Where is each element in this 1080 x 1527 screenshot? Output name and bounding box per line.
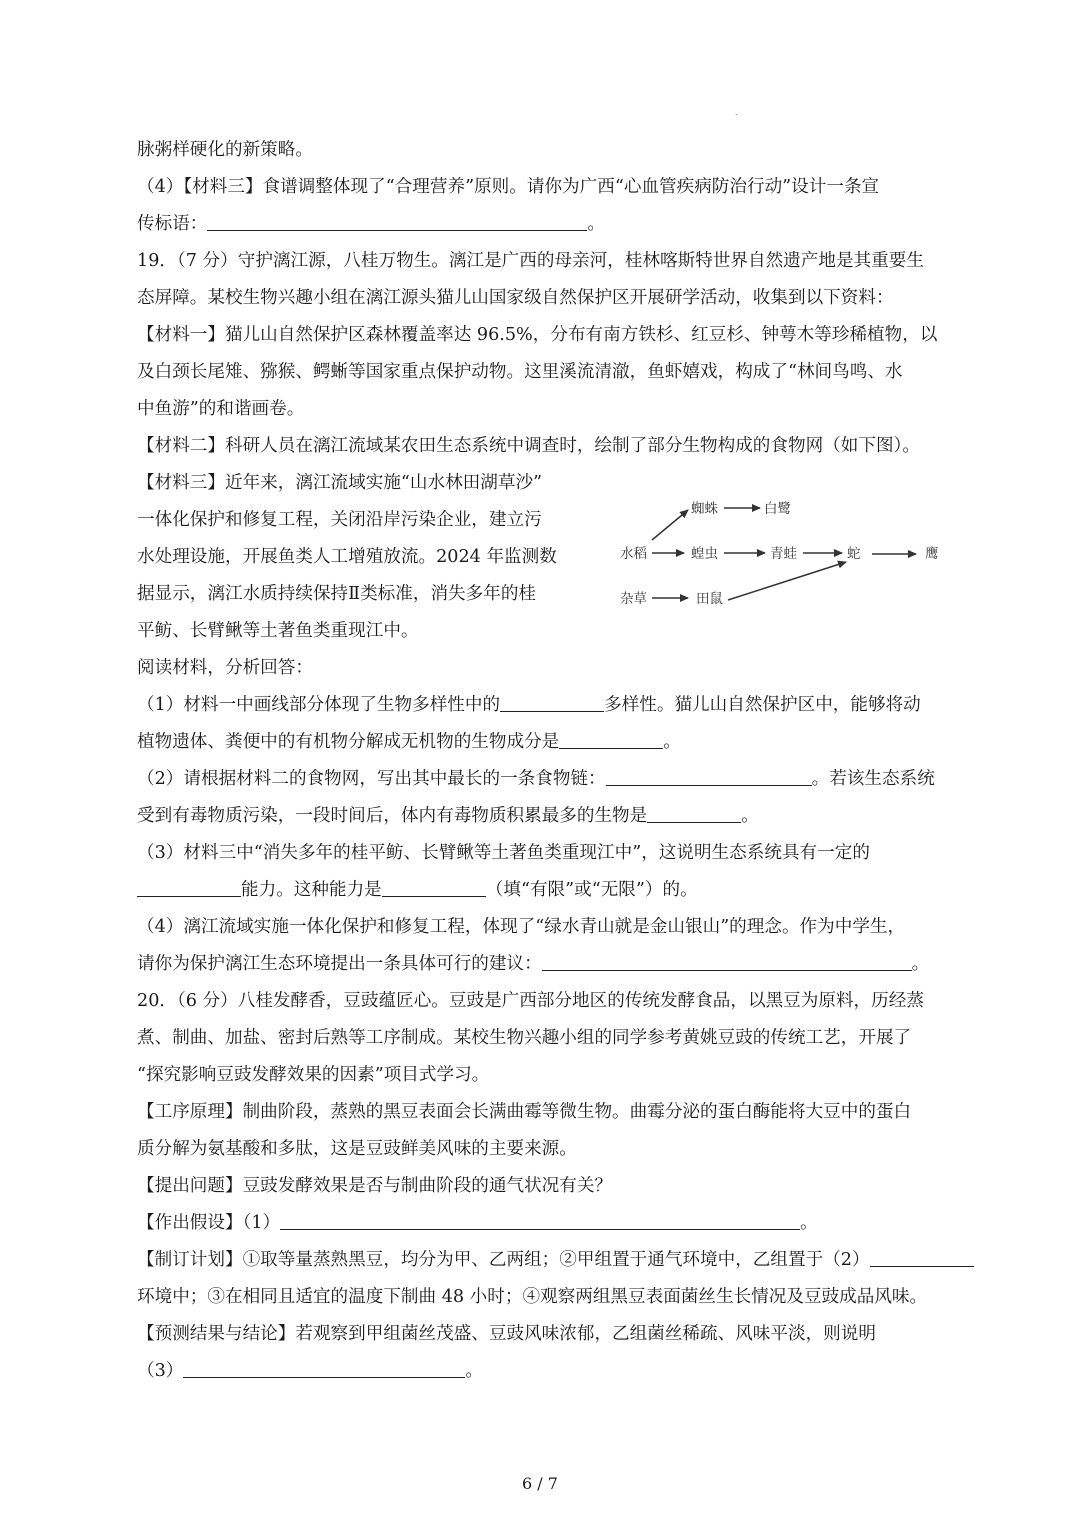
food-web-diagram xyxy=(600,488,960,618)
text-line xyxy=(137,692,921,718)
text-line: “探究影响豆豉发酵效果的因素”项目式学习。 xyxy=(137,1065,490,1085)
text-line: 环境中；③在相同且适宜的温度下制曲 48 小时；④观察两组黑豆表面菌丝生长情况及豆豉成品风味。 xyxy=(137,1287,928,1307)
organism-spider: 蜘蛛 xyxy=(691,501,718,517)
organism-locust: 蝗虫 xyxy=(691,546,718,562)
organism-egret: 白鹭 xyxy=(764,501,791,517)
organism-rat: 田鼠 xyxy=(696,591,723,607)
text-line: 阅读材料，分析回答： xyxy=(137,658,313,678)
text-segment: （3） xyxy=(137,1361,184,1381)
text-segment: 。 xyxy=(911,954,930,974)
answer-blank[interactable] xyxy=(542,952,912,971)
text-segment: 多样性。猫儿山自然保护区中，能够将动 xyxy=(604,695,921,715)
text-line: 一体化保护和修复工程，关闭沿岸污染企业，建立污 xyxy=(137,510,542,530)
text-line xyxy=(137,1358,483,1384)
text-segment: 。 xyxy=(465,1361,483,1381)
text-segment: 能力。这种能力是 xyxy=(241,880,382,900)
text-line: 态屏障。某校生物兴趣小组在漓江源头猫儿山国家级自然保护区开展研学活动，收集到以下资料： xyxy=(137,288,894,308)
answer-blank[interactable] xyxy=(870,1248,974,1267)
organism-snake: 蛇 xyxy=(847,546,861,562)
text-line xyxy=(137,1210,818,1236)
text-line: 水处理设施，开展鱼类人工增殖放流。2024 年监测数 xyxy=(137,547,557,567)
text-segment: （填“有限”或“无限”）的。 xyxy=(485,880,698,900)
text-segment: 。 xyxy=(800,1213,818,1233)
text-line xyxy=(137,211,605,237)
organism-frog: 青蛙 xyxy=(770,546,797,562)
text-line xyxy=(137,877,698,903)
text-line: 质分解为氨基酸和多肽，这是豆豉鲜美风味的主要来源。 xyxy=(137,1139,577,1159)
text-segment: 传标语： xyxy=(137,214,208,234)
text-line xyxy=(137,1247,974,1273)
arrow-rat-snake xyxy=(728,562,846,600)
organism-weed: 杂草 xyxy=(620,591,647,607)
text-line: （4）漓江流域实施一体化保护和修复工程，体现了“绿水青山就是金山银山”的理念。作为中学生， xyxy=(137,917,906,937)
answer-blank[interactable] xyxy=(207,212,587,231)
text-line: 及白颈长尾雉、猕猴、鳄蜥等国家重点保护动物。这里溪流清澈，鱼虾嬉戏，构成了“林间鸟鸣、水 xyxy=(137,362,903,382)
scan-dot: . xyxy=(735,108,738,117)
answer-blank[interactable] xyxy=(559,730,663,749)
question-20-heading: 20．（6 分）八桂发酵香，豆豉蕴匠心。豆豉是广西部分地区的传统发酵食品，以黑豆为原料，历经蒸 xyxy=(137,991,924,1011)
text-line xyxy=(137,729,681,755)
text-segment: （1）材料一中画线部分体现了生物多样性中的 xyxy=(137,695,501,715)
text-line xyxy=(137,766,935,792)
text-segment: 。若该生态系统 xyxy=(811,769,935,789)
text-segment: 受到有毒物质污染，一段时间后，体内有毒物质积累最多的生物是 xyxy=(137,806,648,826)
text-segment: 。 xyxy=(663,732,681,752)
answer-blank[interactable] xyxy=(647,804,741,823)
text-line: 平鲂、长臂鳅等土著鱼类重现江中。 xyxy=(137,621,419,641)
text-line: 【预测结果与结论】若观察到甲组菌丝茂盛、豆豉风味浓郁，乙组菌丝稀疏、风味平淡，则说明 xyxy=(137,1324,876,1344)
text-line: 据显示，漓江水质持续保持Ⅱ类标准，消失多年的桂 xyxy=(137,584,537,604)
page-number: 6 / 7 xyxy=(522,1474,558,1493)
text-segment: （2）请根据材料二的食物网，写出其中最长的一条食物链： xyxy=(137,769,606,789)
text-line: （4）【材料三】食谱调整体现了“合理营养”原则。请你为广西“心血管疾病防治行动”设计一条宣 xyxy=(137,177,880,197)
organism-rice: 水稻 xyxy=(620,546,647,562)
text-segment: 。 xyxy=(587,214,605,234)
organism-eagle: 鹰 xyxy=(925,546,939,562)
answer-blank[interactable] xyxy=(183,1359,465,1378)
question-19-heading: 19．（7 分）守护漓江源，八桂万物生。漓江是广西的母亲河，桂林喀斯特世界自然遗产地是其重要生 xyxy=(137,251,924,271)
text-segment: 【作出假设】（1） xyxy=(137,1213,281,1233)
text-line: 中鱼游”的和谐画卷。 xyxy=(137,399,305,419)
text-line xyxy=(137,803,759,829)
answer-blank[interactable] xyxy=(606,767,812,786)
answer-blank[interactable] xyxy=(382,878,486,897)
text-line: 煮、制曲、加盐、密封后熟等工序制成。某校生物兴趣小组的同学参考黄姚豆豉的传统工艺，开展了 xyxy=(137,1028,912,1048)
answer-blank[interactable] xyxy=(137,878,241,897)
text-line: 脉粥样硬化的新策略。 xyxy=(137,140,313,160)
answer-blank[interactable] xyxy=(280,1211,800,1230)
answer-blank[interactable] xyxy=(500,693,604,712)
text-line: 【材料三】近年来，漓江流域实施“山水林田湖草沙” xyxy=(137,473,543,493)
text-line: 【工序原理】制曲阶段，蒸熟的黑豆表面会长满曲霉等微生物。曲霉分泌的蛋白酶能将大豆中的蛋白 xyxy=(137,1102,912,1122)
arrow-rice-spider xyxy=(652,510,688,540)
text-line xyxy=(137,951,929,977)
text-line: 【提出问题】豆豉发酵效果是否与制曲阶段的通气状况有关？ xyxy=(137,1176,613,1196)
text-segment: 植物遗体、粪便中的有机物分解成无机物的生物成分是 xyxy=(137,732,560,752)
text-line: 【材料二】科研人员在漓江流域某农田生态系统中调查时，绘制了部分生物构成的食物网（如下图）。 xyxy=(137,436,920,456)
text-segment: 请你为保护漓江生态环境提出一条具体可行的建议： xyxy=(137,954,542,974)
text-segment: 【制订计划】①取等量蒸熟黑豆，均分为甲、乙两组；②甲组置于通气环境中，乙组置于（2） xyxy=(137,1250,870,1270)
text-line: （3）材料三中“消失多年的桂平鲂、长臂鳅等土著鱼类重现江中”，这说明生态系统具有一定的 xyxy=(137,843,870,863)
text-segment: 。 xyxy=(741,806,759,826)
text-line: 【材料一】猫儿山自然保护区森林覆盖率达 96.5%，分布有南方铁杉、红豆杉、钟萼木等珍稀植物，以 xyxy=(137,325,938,345)
